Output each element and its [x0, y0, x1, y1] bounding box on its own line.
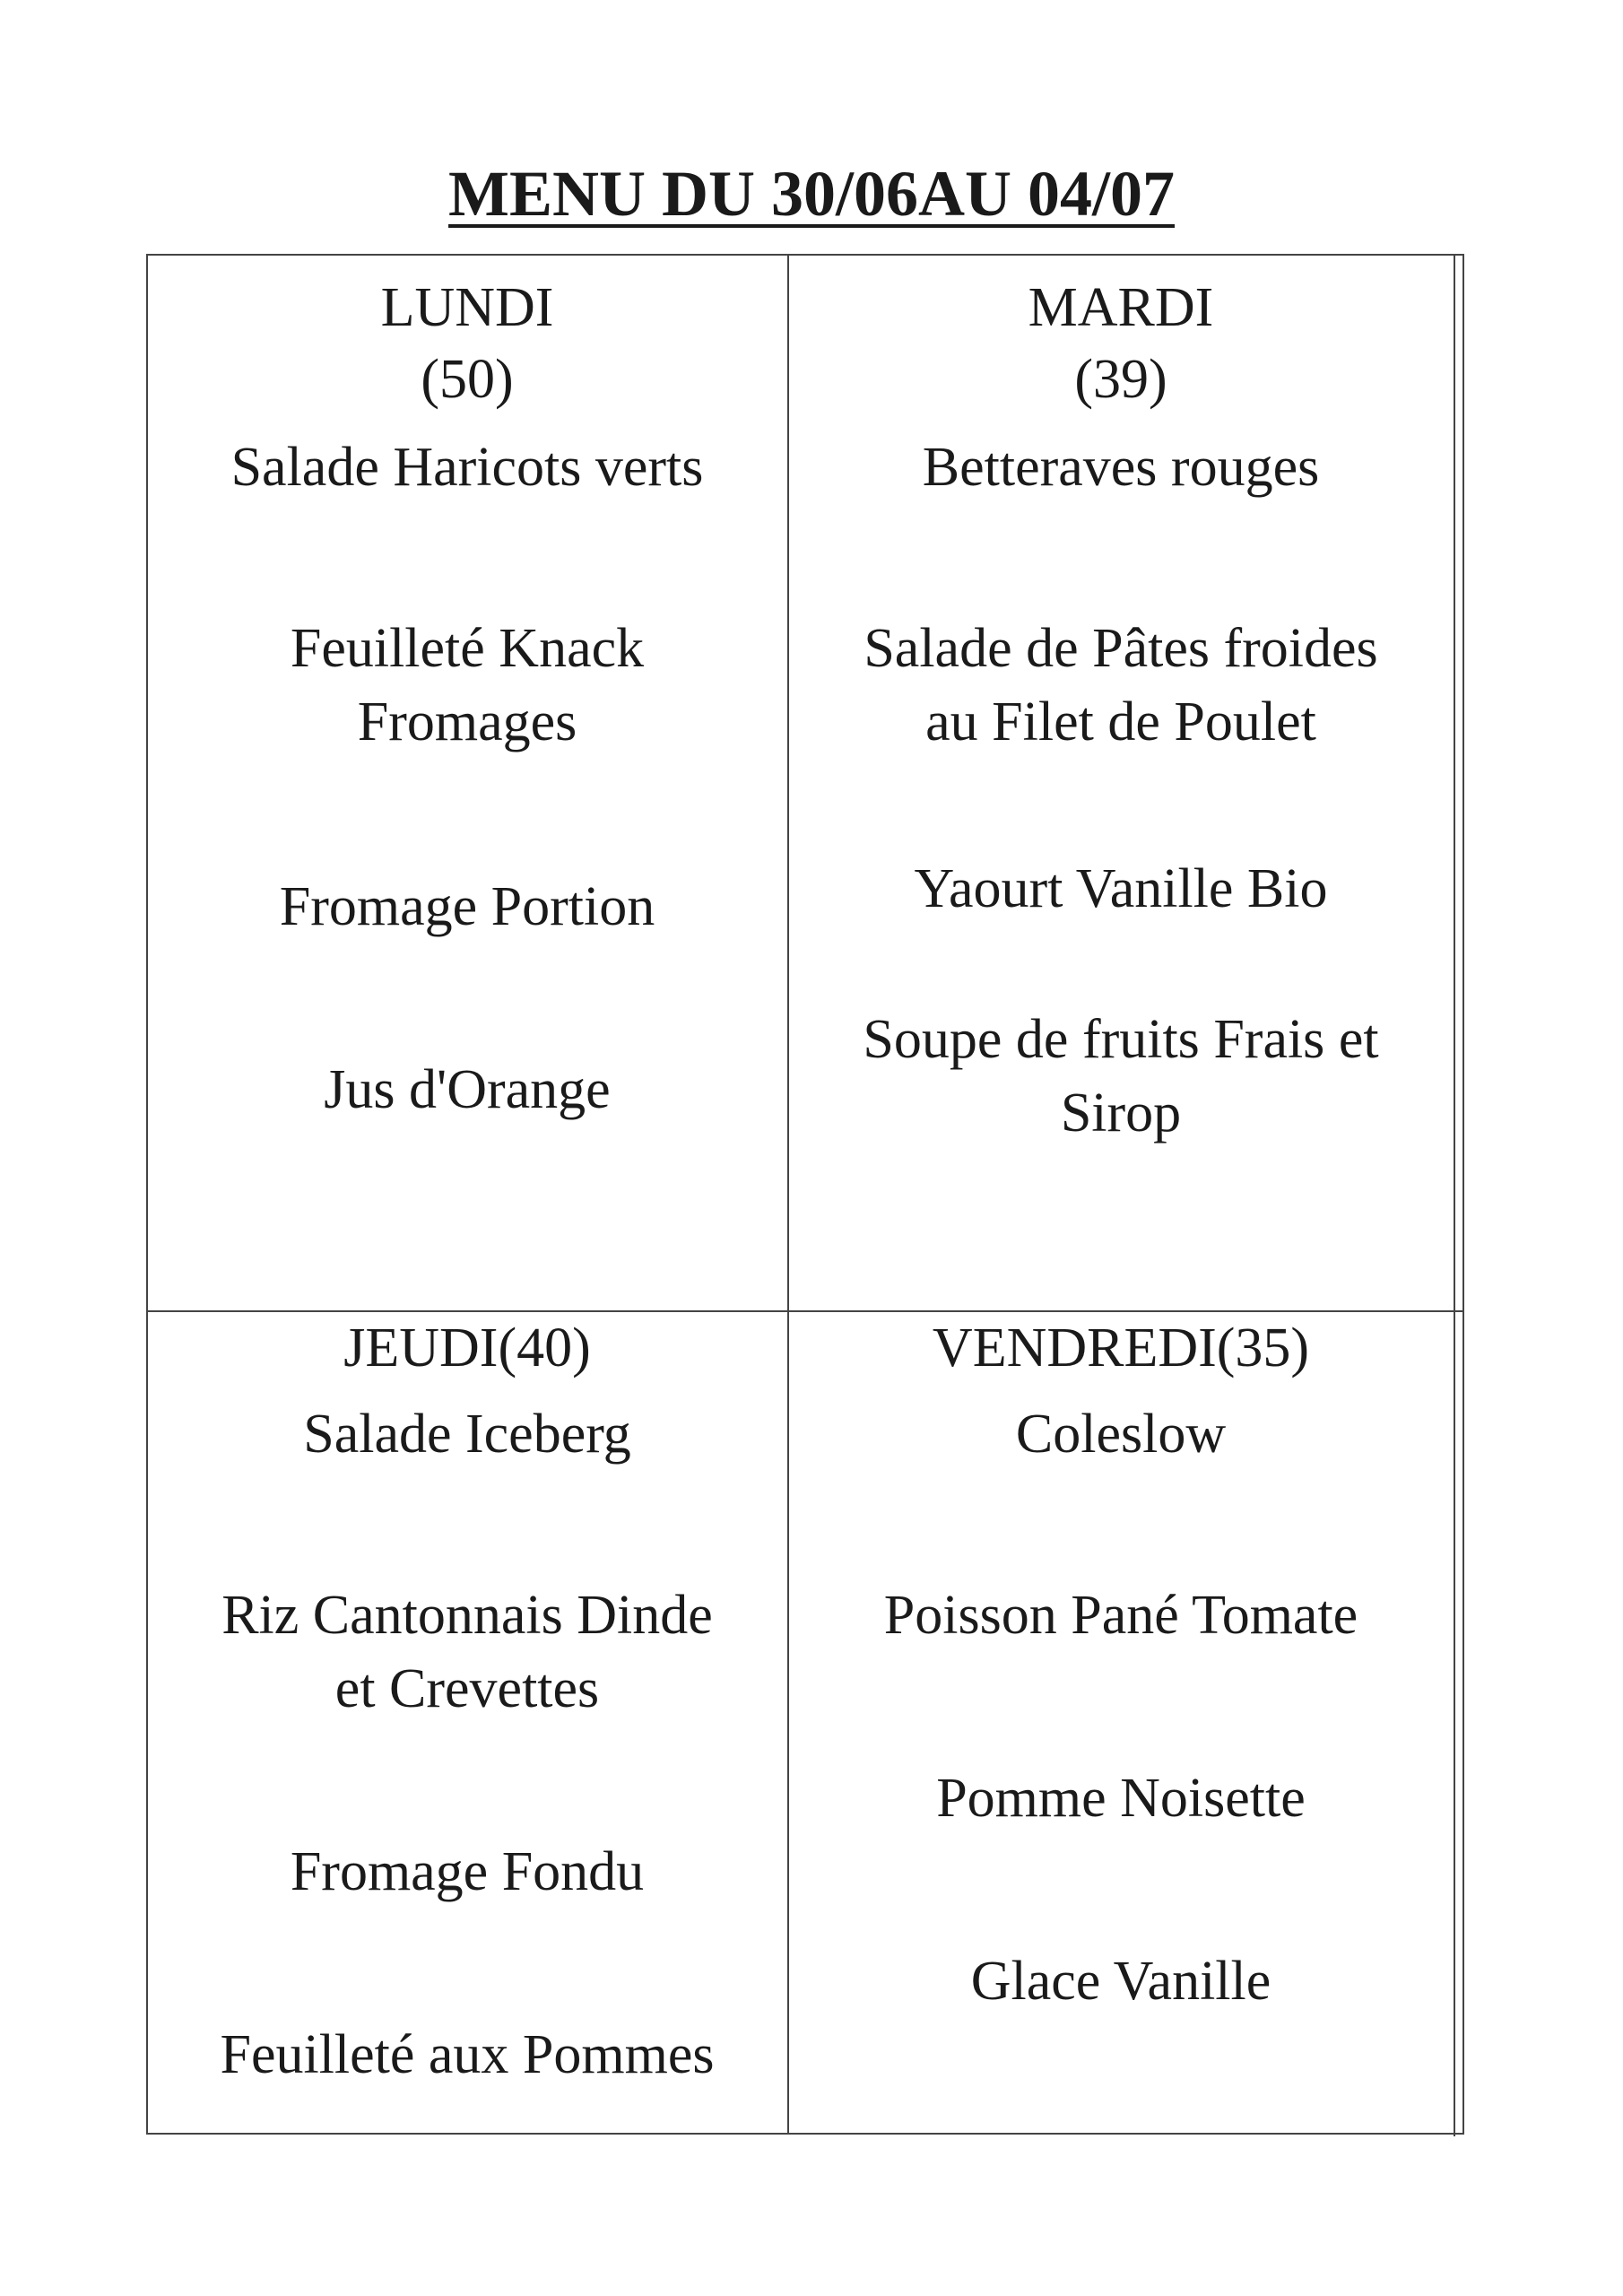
dish-main-jeudi-line1: Riz Cantonnais Dinde [221, 1585, 713, 1646]
dish-dessert-mardi-line2: Sirop [1060, 1083, 1182, 1144]
day-name-vendredi: VENDREDI(35) [932, 1318, 1310, 1378]
dish-starter-lundi: Salade Haricots verts [230, 437, 704, 498]
dish-main-lundi-line1: Feuilleté Knack [290, 618, 645, 679]
dish-side-vendredi: Pomme Noisette [936, 1768, 1306, 1829]
dish-starter-mardi: Betteraves rouges [922, 437, 1320, 498]
cell-vendredi [788, 1312, 1454, 2135]
day-count-mardi: (39) [1074, 349, 1167, 410]
cell-jeudi [146, 1312, 788, 2135]
dish-dessert-lundi: Jus d'Orange [324, 1059, 611, 1120]
menu-title: MENU DU 30/06AU 04/07 [448, 158, 1175, 230]
dish-main-lundi-line2: Fromages [357, 691, 577, 752]
day-name-lundi: LUNDI [380, 277, 554, 338]
cell-mardi [788, 254, 1454, 1310]
menu-table [146, 254, 1473, 2136]
dish-main-jeudi-line2: et Crevettes [334, 1658, 600, 1719]
dish-dessert-jeudi: Feuilleté aux Pommes [220, 2024, 715, 2085]
day-name-mardi: MARDI [1028, 277, 1214, 338]
dish-dessert-vendredi: Glace Vanille [970, 1951, 1271, 2012]
cell-lundi [146, 254, 788, 1310]
dish-cheese-lundi: Fromage Portion [279, 876, 655, 937]
dish-cheese-mardi: Yaourt Vanille Bio [914, 858, 1328, 919]
dish-main-vendredi: Poisson Pané Tomate [883, 1585, 1358, 1646]
dish-starter-vendredi: Coleslow [1015, 1404, 1227, 1465]
dish-cheese-jeudi: Fromage Fondu [290, 1841, 645, 1902]
dish-main-mardi-line1: Salade de Pâtes froides [864, 618, 1378, 679]
dish-starter-jeudi: Salade Iceberg [303, 1404, 631, 1465]
dish-dessert-mardi-line1: Soupe de fruits Frais et [863, 1009, 1379, 1070]
day-name-jeudi: JEUDI(40) [343, 1318, 591, 1378]
dish-main-mardi-line2: au Filet de Poulet [925, 691, 1316, 752]
day-count-lundi: (50) [421, 349, 514, 410]
table-right-double-line [1454, 254, 1455, 2136]
